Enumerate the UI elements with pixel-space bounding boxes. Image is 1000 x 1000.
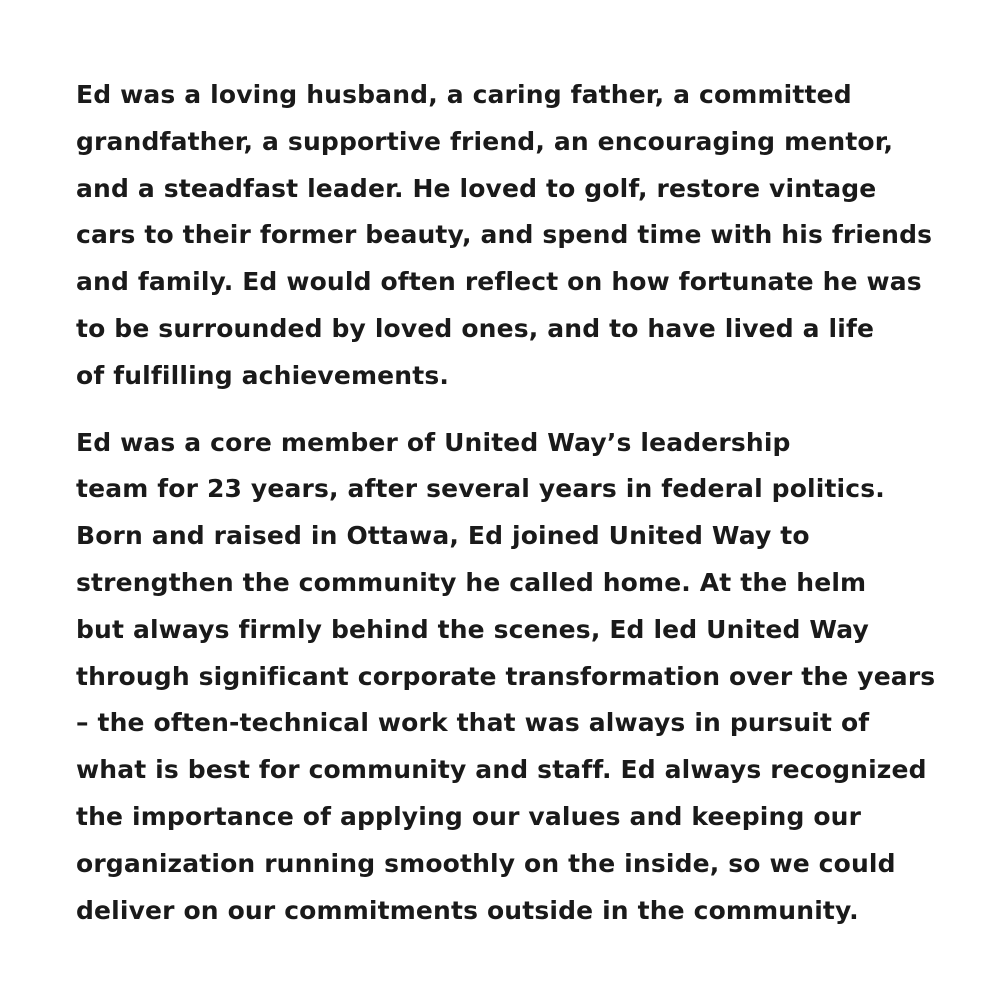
text-line: and family. Ed would often reflect on how fortunate he was [76,267,922,297]
paragraph-career [76,420,946,935]
text-line: deliver on our commitments outside in the community. [76,895,859,925]
text-line: team for 23 years, after several years in federal politics. [76,474,885,504]
text-line: Ed was a core member of United Way’s leadership [76,427,791,457]
text-line: cars to their former beauty, and spend time with his friends [76,220,933,250]
text-line: but always firmly behind the scenes, Ed led United Way [76,614,869,644]
text-line: what is best for community and staff. Ed always recognized [76,755,927,785]
text-line: strengthen the community he called home. At the helm [76,567,867,597]
text-line: and a steadfast leader. He loved to golf, restore vintage [76,173,877,203]
text-line: Born and raised in Ottawa, Ed joined United Way to [76,521,810,551]
text-line: – the often-technical work that was always in pursuit of [76,708,870,738]
text-line: of fulfilling achievements. [76,360,449,390]
tribute-text-body [76,72,946,934]
text-line: organization running smoothly on the inside, so we could [76,848,896,878]
paragraph-personal-life [76,72,946,400]
text-line: to be surrounded by loved ones, and to have lived a life [76,313,875,343]
text-line: through significant corporate transformation over the years [76,661,936,691]
text-line: grandfather, a supportive friend, an encouraging mentor, [76,126,894,156]
text-line: Ed was a loving husband, a caring father, a committed [76,80,852,109]
text-line: the importance of applying our values and keeping our [76,801,862,831]
